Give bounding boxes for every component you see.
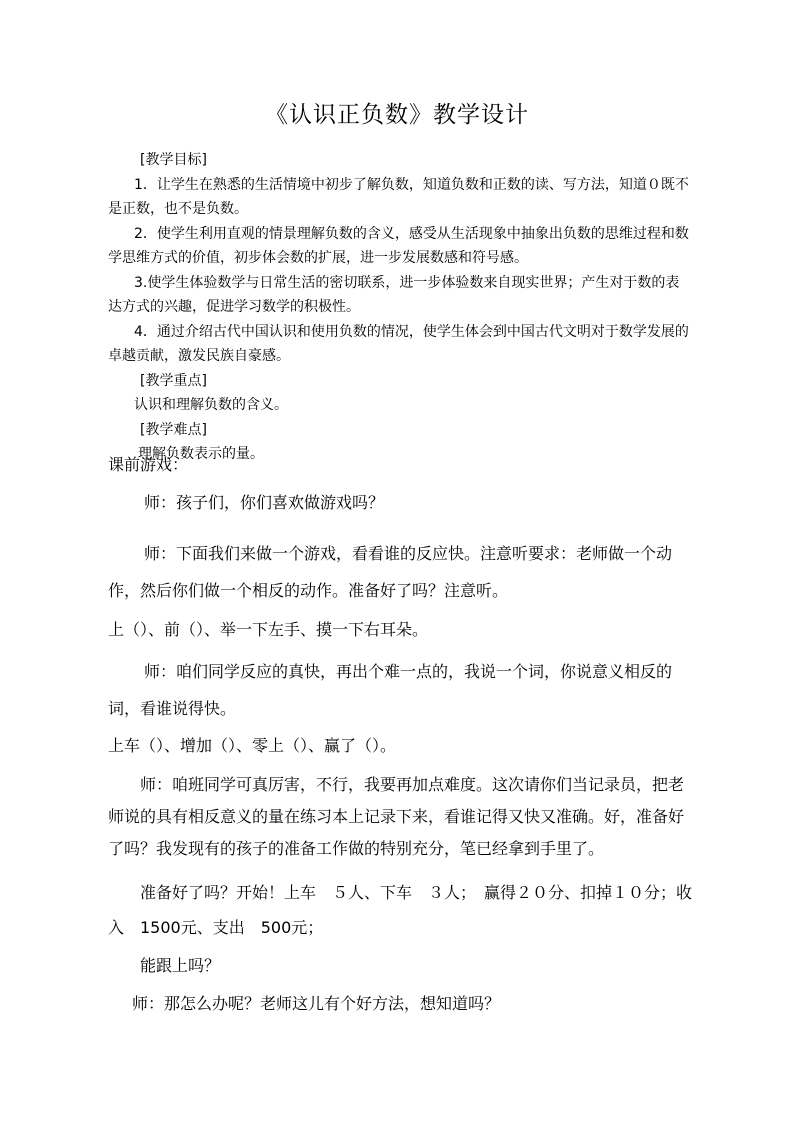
objective-item-3: 3.使学生体验数学与日常生活的密切联系，进一步体验数来自现实世界；产生对于数的表达方式的兴趣，促进学习数学的积极性。	[108, 274, 680, 315]
game-line-3: 上（）、前（）、举一下左手、摸一下右耳朵。	[108, 620, 429, 639]
game-heading: 课前游戏：	[108, 455, 189, 474]
key-point-text: 认识和理解负数的含义。	[134, 397, 288, 413]
game-line-7: 准备好了吗？开始！上车 ５人、下车 ３人； 赢得２０分、扣掉１０分；收入 1500元、支出 500元；	[108, 883, 693, 937]
document-title: 《认识正负数》教学设计	[265, 102, 529, 128]
difficulty-text: 理解负数表示的量。	[138, 446, 264, 462]
game-line-9: 师：那怎么办呢？老师这儿有个好方法，想知道吗？	[132, 994, 501, 1013]
objectives-heading: [教学目标]	[140, 152, 207, 168]
objective-item-1: 1．让学生在熟悉的生活情境中初步了解负数，知道负数和正数的读、写方法，知道０既不是正数，也不是负数。	[108, 176, 689, 217]
objective-item-2: 2．使学生利用直观的情景理解负数的含义，感受从生活现象中抽象出负数的思维过程和数学思维方式的价值，初步体会数的扩展，进一步发展数感和符号感。	[108, 225, 689, 266]
key-point-heading: [教学重点]	[140, 372, 207, 389]
pre-class-game-section	[108, 455, 692, 1019]
difficulty-heading: [教学难点]	[140, 421, 207, 438]
game-line-1: 师：孩子们，你们喜欢做游戏吗？	[144, 493, 385, 512]
teaching-goals-section	[108, 148, 692, 467]
objective-item-4: 4．通过介绍古代中国认识和使用负数的情况，使学生体会到中国古代文明对于数学发展的卓越贡献，激发民族自豪感。	[108, 323, 689, 364]
game-line-4: 师：咱们同学反应的真快，再出个难一点的，我说一个词，你说意义相反的词，看谁说得快。	[108, 662, 673, 718]
game-line-8: 能跟上吗？	[140, 956, 221, 975]
game-line-6: 师：咱班同学可真厉害，不行，我要再加点难度。这次请你们当记录员，把老师说的具有相反意义的量在练习本上记录下来，看谁记得又快又准确。好，准备好了吗？我发现有的孩子的准备工作做的特别充分，笔已经拿到手里了。	[108, 775, 685, 858]
game-line-5: 上车（）、增加（）、零上（）、赢了（）。	[108, 736, 397, 755]
game-line-2: 师：下面我们来做一个游戏，看看谁的反应快。注意听要求：老师做一个动作，然后你们做一个相反的动作。准备好了吗？注意听。	[108, 544, 673, 600]
